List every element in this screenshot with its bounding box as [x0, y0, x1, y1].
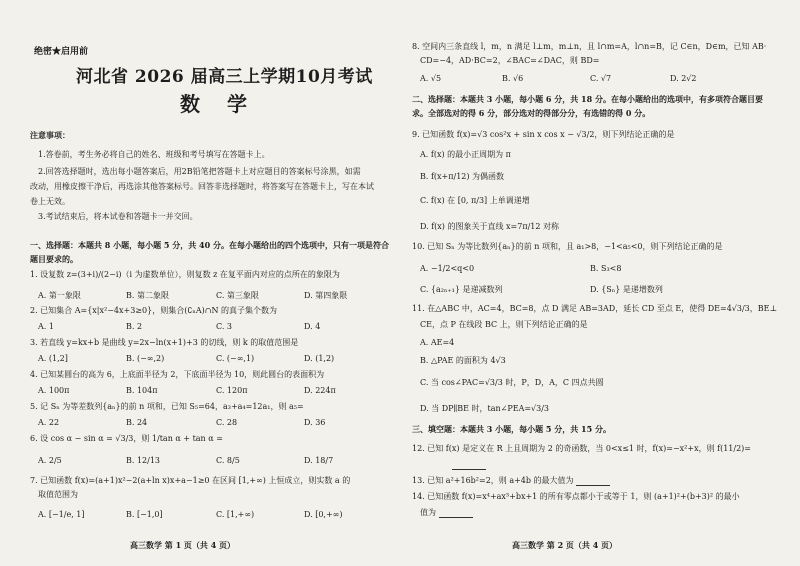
option: C. 当 cos∠PAC=√3/3 时，P，D，A，C 四点共圆 [420, 378, 604, 387]
section-heading: 三、填空题：本题共 3 小题，每小题 5 分，共 15 分。 [412, 424, 611, 434]
question-stem: 14. 已知函数 f(x)=x⁴+ax³+bx+1 的所有零点都小于或等于 1，则 (a+1)²+(b+3)² 的最小 [412, 492, 740, 501]
question-stem: 3. 若直线 y=kx+b 是曲线 y=2x−ln(x+1)+3 的切线，则 k 的取值范围是 [30, 338, 299, 347]
option: D. 36 [304, 418, 326, 427]
question-stem: 1. 设复数 z=(3+i)/(2−i)（i 为虚数单位），则复数 z 在复平面内对应的点所在的象限为 [30, 270, 340, 279]
option: D. 当 DP∥BE 时，tan∠PEA=√3/3 [420, 404, 550, 413]
question-stem: 12. 已知 f(x) 是定义在 R 上且周期为 2 的奇函数，当 0<x≤1 时，f(x)=−x²+x，则 f(11/2)= [412, 444, 752, 453]
question-stem-cont: CE，点 P 在线段 BC 上，则下列结论正确的是 [420, 320, 588, 329]
note-line: 改动，用橡皮擦干净后，再选涂其他答案标号。回答非选择题时，将答案写在答题卡上，写在本试 [30, 182, 374, 191]
page-footer: 高三数学 第 2 页（共 4 页） [512, 540, 618, 550]
page-footer: 高三数学 第 1 页（共 4 页） [130, 540, 236, 550]
option: B. [−1,0] [126, 510, 163, 519]
question-stem-cont [420, 508, 473, 518]
note-line: 3.考试结束后，将本试卷和答题卡一并交回。 [38, 212, 198, 221]
option: B. 104π [126, 386, 158, 395]
option: C. 第三象限 [216, 291, 259, 300]
option: D. 2√2 [670, 74, 697, 83]
option: C. 8/5 [216, 456, 240, 465]
option: B. 24 [126, 418, 148, 427]
question-stem [412, 476, 610, 486]
note-line: 1.答卷前，考生务必将自己的姓名、班级和考号填写在答题卡上。 [38, 150, 270, 159]
option: A. 2/5 [38, 456, 62, 465]
option: C. 28 [216, 418, 238, 427]
notes-title: 注意事项： [30, 130, 70, 140]
option: A. f(x) 的最小正周期为 π [420, 150, 511, 159]
question-stem: 5. 记 Sₙ 为等差数列{aₙ}的前 n 项和，已知 S₅=64，a₃+a₄=12a₁，则 a₅= [30, 402, 304, 411]
option: D. f(x) 的图象关于直线 x=7π/12 对称 [420, 222, 559, 231]
option: A. −1/2<q<0 [420, 264, 475, 273]
section-heading: 求。全部选对的得 6 分，部分选对的得部分分，有选错的得 0 分。 [412, 108, 651, 118]
option: C. [1,+∞) [216, 510, 255, 519]
option: A. 100π [38, 386, 70, 395]
option: D. 4 [304, 322, 321, 331]
option: A. 1 [38, 322, 54, 331]
note-line: 卷上无效。 [30, 197, 70, 206]
question-text: 13. 已知 a²+16b²=2，则 a+4b 的最大值为 [412, 476, 574, 485]
option: D. {Sₙ} 是递增数列 [590, 285, 663, 294]
option: A. (1,2] [38, 354, 68, 363]
option: D. [0,+∞) [304, 510, 343, 519]
question-stem: 8. 空间内三条直线 l，m，n 满足 l⊥m，m⊥n，且 l∩m=A，l∩n=B，记 C∈n，D∈m，已知 AB· [412, 42, 767, 51]
option: A. AE=4 [420, 338, 455, 347]
question-stem: 4. 已知某圆台的高为 6，上底面半径为 2，下底面半径为 10，则此圆台的表面积为 [30, 370, 325, 379]
page-1 [30, 0, 402, 566]
option: B. △PAE 的面积为 4√3 [420, 356, 506, 365]
option: C. 3 [216, 322, 233, 331]
answer-blank [439, 509, 473, 518]
question-stem-cont: 取值范围为 [38, 490, 78, 499]
option: A. 第一象限 [38, 291, 81, 300]
option: C. (−∞,1) [216, 354, 255, 363]
secret-label: 绝密★启用前 [34, 47, 89, 57]
exam-title: 河北省 2026 届高三上学期10月考试 [76, 67, 373, 87]
question-text: 值为 [420, 508, 436, 517]
question-stem: 2. 已知集合 A={x|x²−4x+3≥0}，则集合(∁ₙA)∩N 的真子集个数为 [30, 306, 278, 315]
section-heading: 题目要求的。 [30, 254, 78, 264]
option: D. 18/7 [304, 456, 334, 465]
option: D. 第四象限 [304, 291, 348, 300]
section-heading: 一、选择题：本题共 8 小题，每小题 5 分，共 40 分。在每小题给出的四个选项中，只有一项是符合 [30, 240, 389, 250]
answer-blank [452, 460, 486, 470]
question-stem: 6. 设 cos α − sin α = √3/3，则 1/tan α + tan α = [30, 434, 223, 443]
answer-blank [576, 477, 610, 486]
option: B. 12/13 [126, 456, 161, 465]
question-stem: 10. 已知 Sₙ 为等比数列{aₙ}的前 n 项和，且 a₁>8，−1<a₅<0，则下列结论正确的是 [412, 242, 723, 251]
option: B. (−∞,2) [126, 354, 165, 363]
option: C. 120π [216, 386, 248, 395]
option: C. f(x) 在 [0, π/3] 上单调递增 [420, 196, 530, 205]
option: B. 2 [126, 322, 143, 331]
note-line: 2.回答选择题时，选出每小题答案后，用2B铅笔把答题卡上对应题目的答案标号涂黑，如需 [38, 167, 361, 176]
option: D. 224π [304, 386, 336, 395]
question-stem: 9. 已知函数 f(x)=√3 cos²x + sin x cos x − √3/2，则下列结论正确的是 [412, 130, 675, 139]
option: A. [−1/e, 1] [38, 510, 85, 519]
option: C. {a₂ₙ₊₁} 是递减数列 [420, 285, 503, 294]
option: B. √6 [502, 74, 524, 83]
option: A. 22 [38, 418, 60, 427]
option: B. S₃<8 [590, 264, 622, 273]
option: D. (1,2) [304, 354, 335, 363]
option: A. √5 [420, 74, 442, 83]
option: C. √7 [590, 74, 612, 83]
question-stem-cont: CD=−4，AD·BC=2，∠BAC=∠DAC，则 BD= [420, 56, 600, 65]
subject-title: 数 学 [180, 92, 257, 116]
question-stem: 7. 已知函数 f(x)=(a+1)x²−2(a+ln x)x+a−1≥0 在区间 [1,+∞) 上恒成立，则实数 a 的 [30, 476, 351, 485]
section-heading: 二、选择题：本题共 3 小题，每小题 6 分，共 18 分。在每小题给出的选项中，有多项符合题目要 [412, 94, 763, 104]
page-2 [412, 0, 780, 566]
option: B. f(x+π/12) 为偶函数 [420, 172, 505, 181]
question-stem: 11. 在△ABC 中，AC=4，BC=8，点 D 满足 AB=3AD，延长 CD 至点 E，使得 DE=4√3/3，BE⊥ [412, 304, 778, 313]
option: B. 第二象限 [126, 291, 169, 300]
